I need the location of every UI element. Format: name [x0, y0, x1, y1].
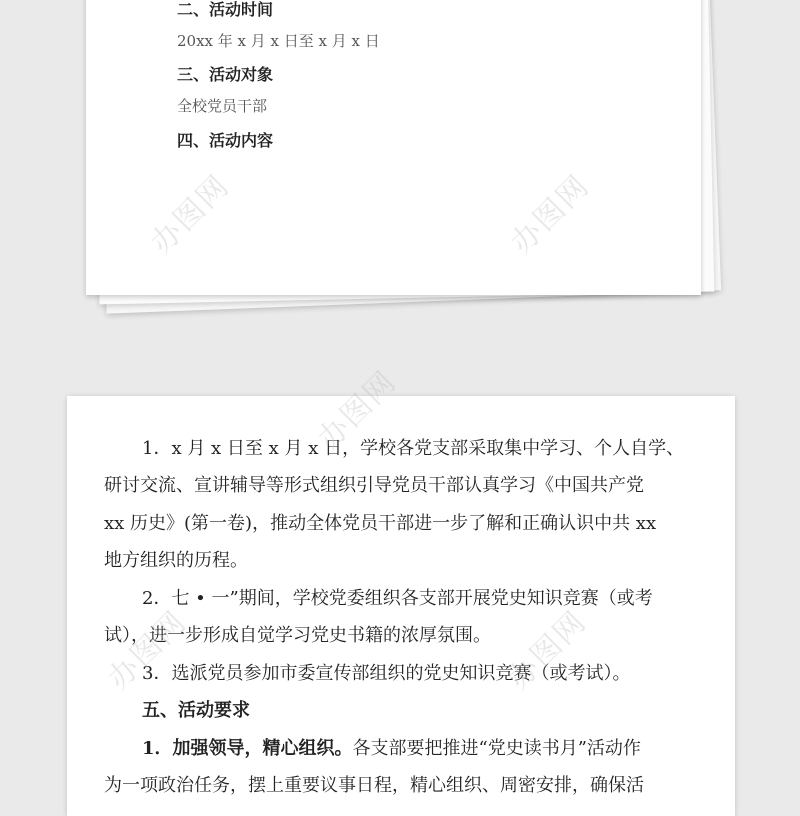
watermark-logo: 办图网	[101, 604, 194, 697]
requirement-line	[67, 734, 735, 760]
watermark-logo: 办图网	[504, 168, 597, 261]
section5-heading: 五、活动要求	[142, 700, 250, 721]
paragraph-line: 地方组织的历程。	[104, 550, 248, 571]
requirement-title: 1．加强领导，精心组织。	[142, 738, 353, 759]
section2-heading: 二、活动时间	[177, 0, 274, 19]
requirement-text: 各支部要把推进“党史读书月”活动作	[352, 738, 641, 759]
paragraph-line: 研讨交流、宣讲辅导等形式组织引导党员干部认真学习《中国共产党	[104, 475, 644, 496]
watermark-logo: 办图网	[311, 364, 404, 457]
paragraph-line: 试），进一步形成自觉学习党史书籍的浓厚氛围。	[104, 625, 491, 646]
watermark-logo: 办图网	[501, 604, 594, 697]
paragraph-line: 2．七 • 一”期间，学校党委组织各支部开展党史知识竞赛（或考	[142, 588, 653, 609]
section3-text: 全校党员干部	[177, 97, 268, 115]
section3-heading: 三、活动对象	[177, 65, 274, 84]
section2-text: 20xx 年 x 月 x 日至 x 月 x 日	[177, 32, 380, 50]
paragraph-line: 1．x 月 x 日至 x 月 x 日，学校各党支部采取集中学习、个人自学、	[142, 438, 685, 459]
watermark-logo: 办图网	[144, 168, 237, 261]
paragraph-line: 为一项政治任务，摆上重要议事日程，精心组织、周密安排，确保活	[104, 775, 644, 796]
paragraph-line: xx 历史》(第一卷)，推动全体党员干部进一步了解和正确认识中共 xx	[104, 513, 657, 534]
paragraph-line: 3．选派党员参加市委宣传部组织的党史知识竞赛（或考试）。	[142, 663, 631, 684]
section4-heading: 四、活动内容	[177, 131, 274, 150]
document-page	[67, 364, 735, 816]
